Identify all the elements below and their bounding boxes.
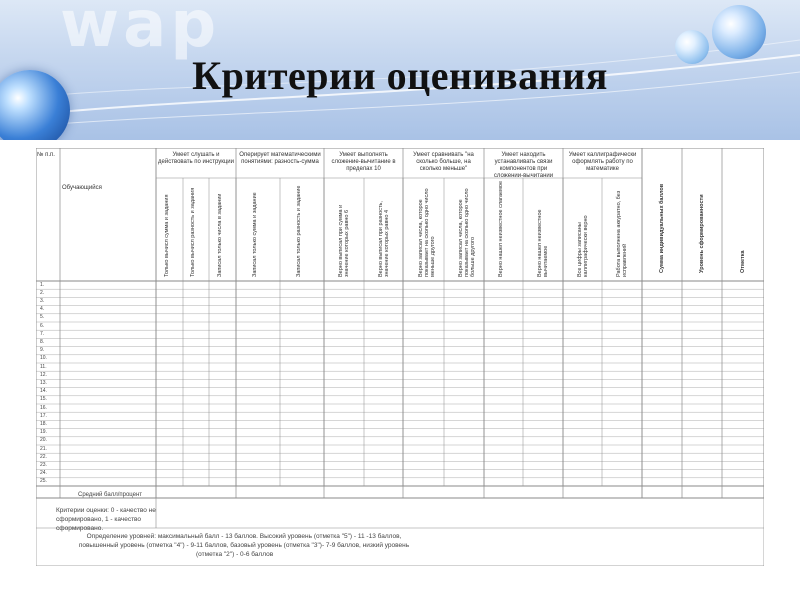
slide-title: Критерии оценивания <box>192 53 608 98</box>
row-number: 5. <box>40 314 45 321</box>
row-number: 6. <box>40 322 45 329</box>
row-number: 8. <box>40 338 45 345</box>
criteria-subheader: Верно нашел неизвестное вычитаемое <box>537 209 549 277</box>
row-number: 3. <box>40 297 45 304</box>
blue-bubble-medium <box>712 5 766 59</box>
row-number: 9. <box>40 347 45 354</box>
row-number: 22. <box>40 453 47 460</box>
average-row-label: Средний балл/процент <box>78 492 143 498</box>
row-number: 12. <box>40 371 47 378</box>
assessment-document <box>36 148 764 566</box>
row-number: 7. <box>40 330 45 337</box>
row-number: 19. <box>40 429 47 436</box>
levels-line-3: (отметка "2") - 0-6 баллов <box>196 551 274 558</box>
assessment-table-grid <box>36 148 764 566</box>
criteria-group-header: Умеет выполнять сложение-вычитание в пределах 10 <box>331 152 396 172</box>
summary-column-header: Сумма индивидуальных баллов <box>659 183 665 273</box>
criteria-subheader: Записал только сумма и задание <box>252 192 258 277</box>
row-number: 16. <box>40 404 47 411</box>
levels-line-1: Определение уровней: максимальный балл - 13 баллов. Высокий уровень (отметка "5") - 11 -13 баллов, <box>86 533 402 540</box>
number-column-header: № п.п. <box>37 152 55 158</box>
criteria-group-header: Умеет слушать и действовать по инструкции <box>158 152 234 165</box>
criteria-group-header: Умеет сравнивать "на сколько больше, на сколько меньше" <box>413 152 474 172</box>
criteria-text: Критерии оценки: 0 - качество не сформировано, 1 - качество сформировано. <box>56 507 156 532</box>
row-number: 17. <box>40 412 47 419</box>
criteria-subheader: Все цифры записаны каллиграфически верно <box>576 215 589 277</box>
row-number: 14. <box>40 388 47 395</box>
row-number: 4. <box>40 306 45 313</box>
criteria-subheader: Верно нашел неизвестное слагаемое <box>497 180 504 277</box>
row-number: 20. <box>40 437 47 444</box>
criteria-group-header: Оперирует математическими понятиями: разность-сумма <box>239 152 321 165</box>
criteria-subheader: Записал только разность и задание <box>296 185 302 277</box>
banner-watermark: wap <box>60 0 221 62</box>
criteria-subheader: Только вычисл разность и задания <box>190 187 196 277</box>
criteria-subheader: Только вычисл сумма и задания <box>163 194 170 277</box>
row-number: 18. <box>40 420 47 427</box>
row-number: 10. <box>40 355 47 362</box>
row-number: 23. <box>40 461 47 468</box>
student-column-header: Обучающийся <box>62 185 102 191</box>
criteria-subheader: Верно выписал при разность, значение которых равно 4 <box>377 201 390 277</box>
summary-column-header: Отметка <box>740 250 746 273</box>
row-number: 13. <box>40 379 47 386</box>
criteria-subheader: Работа выполнена аккуратно, без исправлений <box>616 190 628 277</box>
criteria-subheader: Записал только числа в задании <box>216 193 223 277</box>
row-number: 25. <box>40 478 47 485</box>
criteria-group-header: Умеет находить устанавливать связи компонентов при сложении-вычитании <box>493 152 554 179</box>
row-number: 21. <box>40 445 47 452</box>
criteria-subheader: Верно записал числа, которое показывает на сколько одно число больше другого <box>458 188 476 277</box>
criteria-subheader: Верно записал числа, которое показывает на сколько одно число меньше другого <box>417 188 436 277</box>
criteria-group-header: Умеет каллиграфически оформлять работу по математике <box>568 152 637 172</box>
criteria-subheader: Верно выписал при сумма и значение которых равно 6 <box>338 204 350 277</box>
row-number: 11. <box>40 363 47 370</box>
row-number: 1. <box>40 281 45 288</box>
row-number: 15. <box>40 396 47 403</box>
row-number: 24. <box>40 470 47 477</box>
summary-column-header: Уровень сформированности <box>699 194 705 273</box>
slide-banner <box>0 0 800 140</box>
levels-line-2: повышенный уровень (отметка "4") - 9-11 баллов, базовый уровень (отметка "3")- 7-9 баллов, низкий уровень <box>78 542 410 549</box>
row-number: 2. <box>40 289 45 296</box>
